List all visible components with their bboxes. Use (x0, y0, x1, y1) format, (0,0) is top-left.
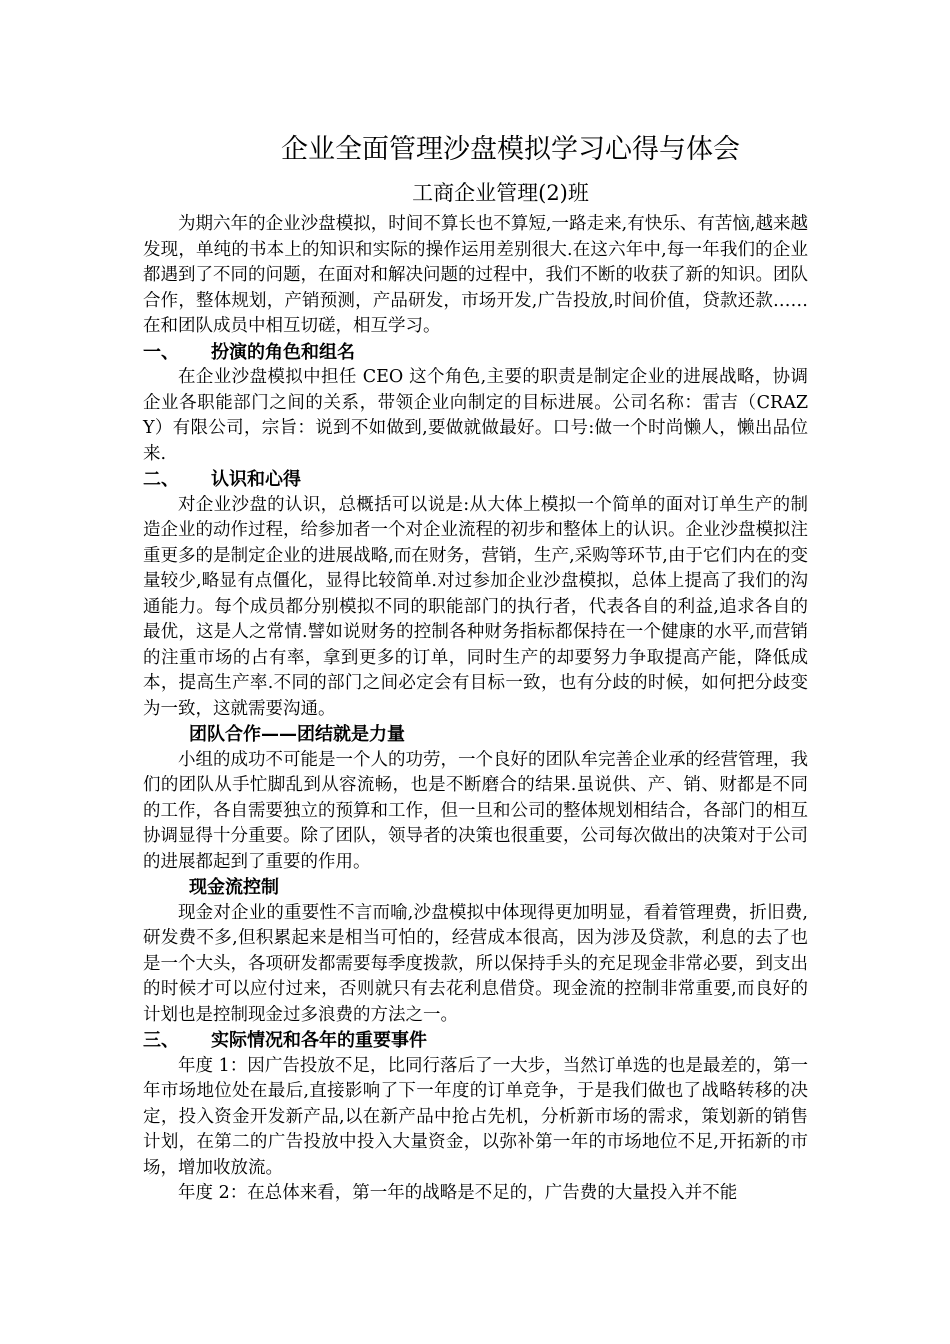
section-3-number: 三、 (143, 1030, 179, 1051)
section-3-title: 实际情况和各年的重要事件 (211, 1030, 427, 1051)
section-1-number: 一、 (143, 341, 179, 363)
section-1-paragraph: 在企业沙盘模拟中担任 CEO 这个角色,主要的职责是制定企业的进展战略，协调企业各职能部门之间的关系，带领企业向制定的目标进展。公司名称：雷吉（CRAZY）有限公司，宗旨：说到不如做到,要做就做最好。口号:做一个时尚懒人，懒出品位来. (143, 367, 808, 464)
section-3-heading (143, 1028, 808, 1054)
document-title: 企业全面管理沙盘模拟学习心得与体会 (281, 134, 740, 165)
section-2-number: 二、 (143, 469, 179, 490)
section-2-heading (143, 467, 808, 493)
document-subtitle: 工商企业管理(2)班 (412, 181, 589, 205)
section-2-title: 认识和心得 (211, 469, 301, 490)
subsection-cashflow-paragraph: 现金对企业的重要性不言而喻,沙盘模拟中体现得更加明显，看着管理费，折旧费,研发费不多,但积累起来是相当可怕的，经营成本很高，因为涉及贷款，利息的去了也是一个大头，各项研发都需要每季度拨款，所以保持手头的充足现金非常必要，到支出的时候才可以应付过来，否则就只有去花利息借贷。现金流的控制非常重要,而良好的计划也是控制现金过多浪费的方法之一。 (143, 902, 808, 1025)
subsection-teamwork-paragraph: 小组的成功不可能是一个人的功劳，一个良好的团队牟完善企业承的经营管理，我们的团队从手忙脚乱到从容流畅，也是不断磨合的结果.虽说供、产、销、财都是不同的工作，各自需要独立的预算和工作，但一旦和公司的整体规划相结合，各部门的相互协调显得十分重要。除了团队，领导者的决策也很重要，公司每次做出的决策对于公司的进展都起到了重要的作用。 (143, 749, 808, 872)
section-3-year2-paragraph: 年度 2：在总体来看，第一年的战略是不足的，广告费的大量投入并不能 (178, 1183, 738, 1203)
subsection-teamwork-heading: 团队合作——团结就是力量 (189, 724, 405, 745)
section-3-year1-paragraph: 年度 1：因广告投放不足，比同行落后了一大步，当然订单选的也是最差的，第一年市场地位处在最后,直接影响了下一年度的订单竞争，于是我们做也了战略转移的决定，投入资金开发新产品,以在新产品中抢占先机，分析新市场的需求，策划新的销售计划，在第二的广告投放中投入大量资金，以弥补第一年的市场地位不足,开拓新的市场，增加收放流。 (143, 1055, 808, 1178)
document-page (143, 128, 808, 1207)
intro-paragraph: 为期六年的企业沙盘模拟，时间不算长也不算短,一路走来,有快乐、有苦恼,越来越发现，单纯的书本上的知识和实际的操作运用差别很大.在这六年中,每一年我们的企业都遇到了不同的问题，在面对和解决问题的过程中，我们不断的收获了新的知识。团队合作，整体规划，产销预测，产品研发，市场开发,广告投放,时间价值，贷款还款……在和团队成员中相互切磋，相互学习。 (143, 214, 808, 336)
section-2-paragraph: 对企业沙盘的认识，总概括可以说是:从大体上模拟一个简单的面对订单生产的制造企业的动作过程，给参加者一个对企业流程的初步和整体上的认识。企业沙盘模拟注重更多的是制定企业的进展战略,而在财务，营销，生产,采购等环节,由于它们内在的变量较少,略显有点僵化，显得比较简单.对过参加企业沙盘模拟，总体上提高了我们的沟通能力。每个成员都分别模拟不同的职能部门的执行者，代表各自的利益,追求各自的最优，这是人之常情.譬如说财务的控制各种财务指标都保持在一个健康的水平,而营销的注重市场的占有率，拿到更多的订单，同时生产的却要努力争取提高产能，降低成本，提高生产率.不同的部门之间必定会有目标一致，也有分歧的时候，如何把分歧变为一致，这就需要沟通。 (143, 494, 808, 719)
subsection-cashflow-heading: 现金流控制 (189, 877, 279, 898)
section-1-title: 扮演的角色和组名 (211, 341, 355, 363)
section-1-heading (143, 340, 808, 366)
